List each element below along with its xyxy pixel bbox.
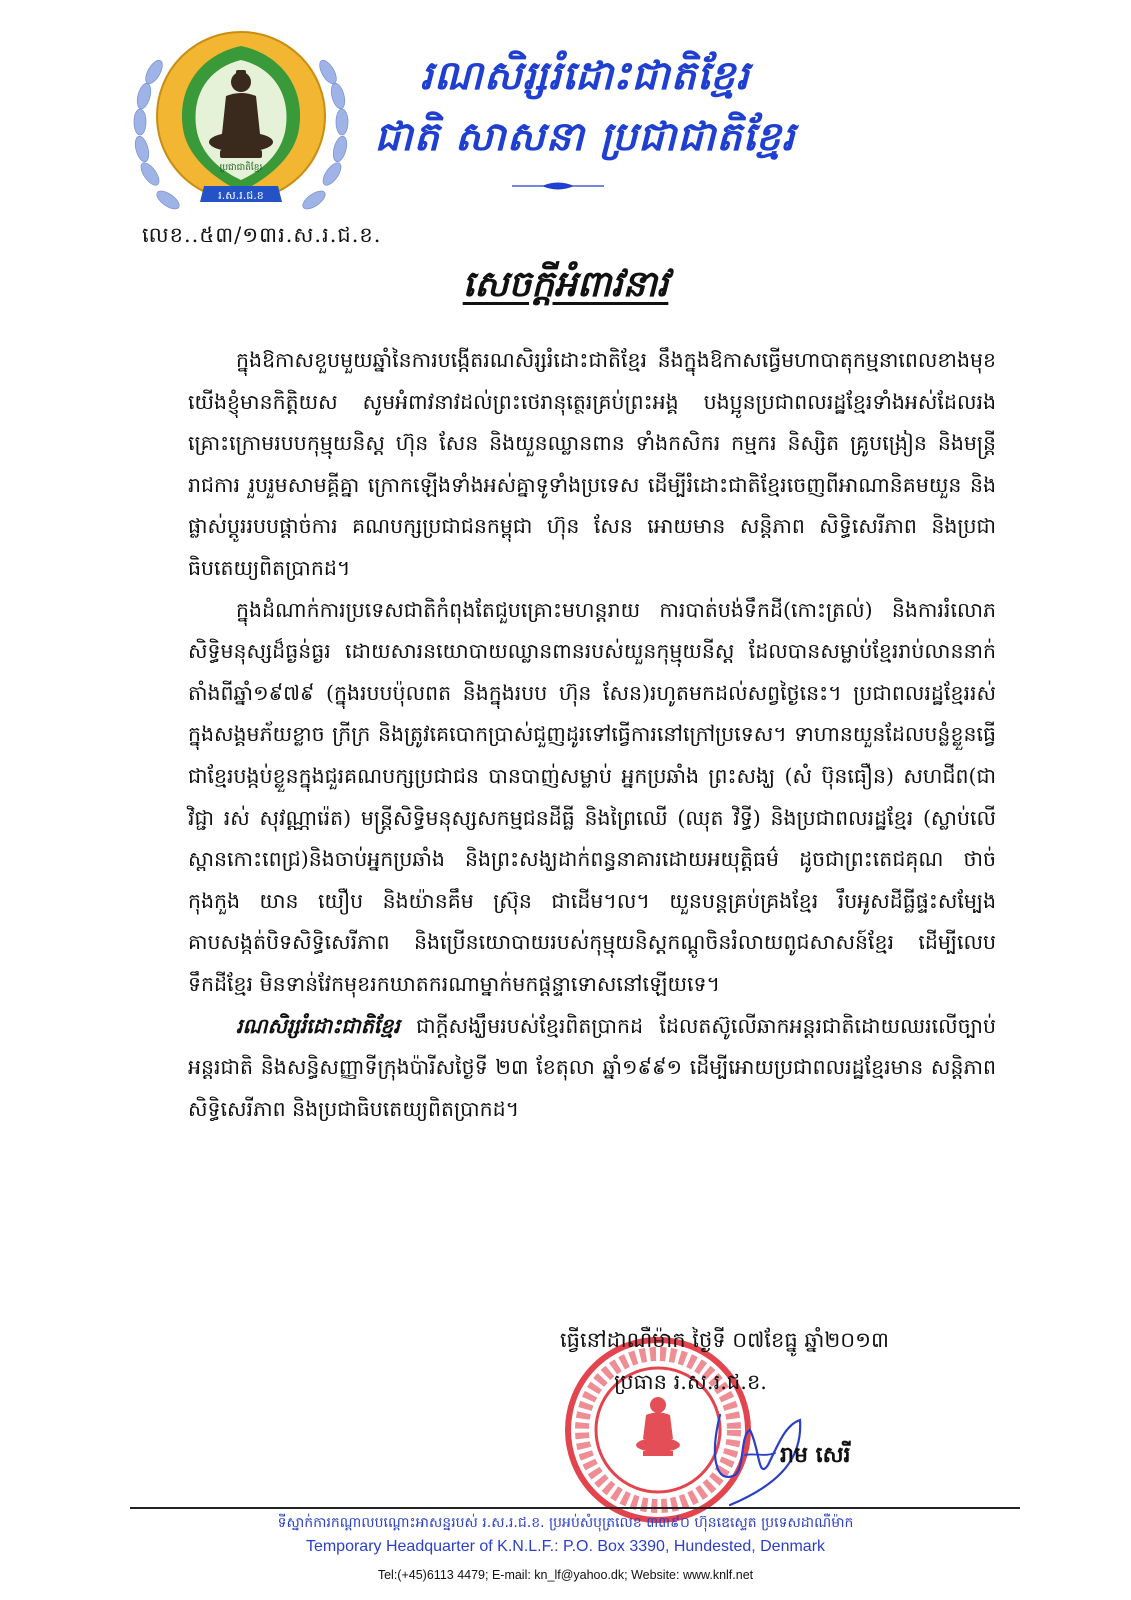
footer-divider: [130, 1507, 1020, 1509]
body-paragraph: ក្នុងឱកាសខួបមួយឆ្នាំនៃការបង្កើតរណសិរ្សរំដោះជាតិខ្មែរ នឹងក្នុងឱកាសធ្វើមហាបាតុកម្មនាពេលខាងមុខ យើងខ្ញុំមានកិត្តិយស សូមអំពាវនាវដល់ព្រះថេរានុត្ថេរគ្រប់ព្រះអង្គ បងប្អូនប្រជាពលរដ្ឋខ្មែរទាំងអស់ដែលរងគ្រោះក្រោមរបបកុម្មុយនិស្ត ហ៊ុន សែន និងយួនឈ្លានពាន ទាំងកសិករ កម្មករ និស្សិត គ្រូបង្រៀន និងមន្ត្រីរាជការ រួបរួមសាមគ្គីគ្នា ក្រោកឡើងទាំងអស់គ្នាទូទាំងប្រទេស ដើម្បីរំដោះជាតិខ្មែរចេញពីអាណានិគមយួន និងផ្លាស់ប្តូររបបផ្តាច់ការ គណបក្សប្រជាជនកម្ពុជា ហ៊ុន សែន អោយមាន សន្តិភាព សិទ្ធិសេរីភាព និងប្រជាធិបតេយ្យពិតប្រាកដ។: [188, 348, 996, 580]
organization-name: រណសិរ្សរំដោះជាតិខ្មែរ: [420, 52, 750, 99]
logo-banner-text: រ.ស.រ.ជ.ខ: [218, 189, 264, 202]
organization-motto: ជាតិ សាសនា ប្រជាជាតិខ្មែរ: [374, 113, 796, 160]
organization-name-inline: រណសិរ្សរំដោះជាតិខ្មែរ: [236, 1013, 400, 1038]
signing-place-date: ធ្វើនៅដាណឺម៉ាក ថ្ងៃទី ០៧ខែធ្នូ ឆ្នាំ២០១៣: [560, 1328, 889, 1352]
reference-number: លេខ..៥៣/១៣រ.ស.រ.ជ.ខ.: [142, 223, 382, 247]
organization-logo: [130, 24, 352, 228]
signer-name: រាម សេរី: [780, 1442, 851, 1468]
document-title: សេចក្តីអំពាវនាវ: [462, 263, 669, 305]
footer-address-khmer: ទីស្នាក់ការកណ្តាលបណ្តោះអាសន្នរបស់ រ.ស.រ.ជ.ខ. ប្រអប់សំបុត្រលេខ ៣៣៩០ ហ៊ុនឌេស្ទេត ប្រទេសដាណឺម៉ាក: [277, 1515, 854, 1531]
body-paragraph: [188, 1006, 996, 1131]
footer-headquarters: Temporary Headquarter of K.N.L.F.: P.O. Box 3390, Hundested, Denmark: [305, 1538, 826, 1555]
body-paragraph: ក្នុងដំណាក់ការប្រទេសជាតិកំពុងតែជួបគ្រោះមហន្តរាយ ការបាត់បង់ទឹកដី(កោះត្រល់) និងការរំលោភសិទ្ធិមនុស្សដ៏ធ្ងន់ធ្ងរ ដោយសារនយោបាយឈ្លានពានរបស់យួនកុម្មុយនីស្ត ដែលបានសម្លាប់ខ្មែររាប់លាននាក់តាំងពីឆ្នាំ១៩៧៩ (ក្នុងរបបប៉ុលពត និងក្នុងរបប ហ៊ុន សែន)រហូតមកដល់សព្វថ្ងៃនេះ។ ប្រជាពលរដ្ឋខ្មែររស់ក្នុងសង្គមភ័យខ្លាច ក្រីក្រ និងត្រូវគេបោកប្រាស់ជួញដូរទៅធ្វើការនៅក្រៅប្រទេស។ ទាហានយួនដែលបន្លំខ្លួនធ្វើជាខ្មែរបង្កប់ខ្លួនក្នុងជួរគណបក្សប្រជាជន បានបាញ់សម្លាប់ អ្នកប្រឆាំង ព្រះសង្ឃ (សំ ប៊ុនធឿន) សហជីព(ជា វិជ្ជា រស់ សុវណ្ណារ៉េត) មន្ត្រីសិទ្ធិមនុស្សសកម្មជនដីធ្លី និងព្រៃឈើ (ឈុត វិទ្ធី) និងប្រជាពលរដ្ឋខ្មែរ (ស្លាប់លើស្ពានកោះពេជ្រ)និងចាប់អ្នកប្រឆាំង និងព្រះសង្ឃដាក់ពន្ធនាគារដោយអយុត្តិធម៌ ដូចជាព្រះតេជគុណ ថាច់ កុងកួង យាន យឿប និងយ៉ានគឹម ស្រ៊ុន ជាដើម។ល។ យួនបន្តគ្រប់គ្រងខ្មែរ រឹបអូសដីធ្លីផ្ទះសម្បែង គាបសង្កត់បិទសិទ្ធិសេរីភាព និងប្រើនយោបាយរបស់កុម្មុយនិស្តកណ្តូចិនរំលាយពូជសាសន៍ខ្មែរ ដើម្បីលេបទឹកដីខ្មែរ មិនទាន់វែកមុខរកឃាតករណាម្នាក់មកផ្តន្ទាទោសនៅឡើយទេ។: [188, 597, 996, 996]
signer-position: ប្រធាន រ.ស.រ.ជ.ខ.: [614, 1370, 767, 1394]
svg-text:ប្រជាជាតិខ្មែរ: ប្រជាជាតិខ្មែរ: [219, 163, 263, 173]
body-paragraph-text: ជាក្តីសង្ឃឹមរបស់ខ្មែរពិតប្រាកដ ដែលតស៊ូលើឆាកអន្តរជាតិដោយឈរលើច្បាប់អន្តរជាតិ និងសន្ធិសញ្ញាទីក្រុងប៉ារីសថ្ងៃទី ២៣ ខែតុលា ឆ្នាំ១៩៩១ ដើម្បីអោយប្រជាពលរដ្ឋខ្មែរមាន សន្តិភាព សិទ្ធិសេរីភាព និងប្រជាធិបតេយ្យពិតប្រាកដ។: [188, 1013, 996, 1121]
document-body: [188, 340, 996, 1130]
footer-contact: Tel:(+45)6113 4479; E-mail: kn_lf@yahoo.dk; Website: www.knlf.net: [377, 1568, 754, 1582]
ornament-divider: [512, 181, 604, 191]
